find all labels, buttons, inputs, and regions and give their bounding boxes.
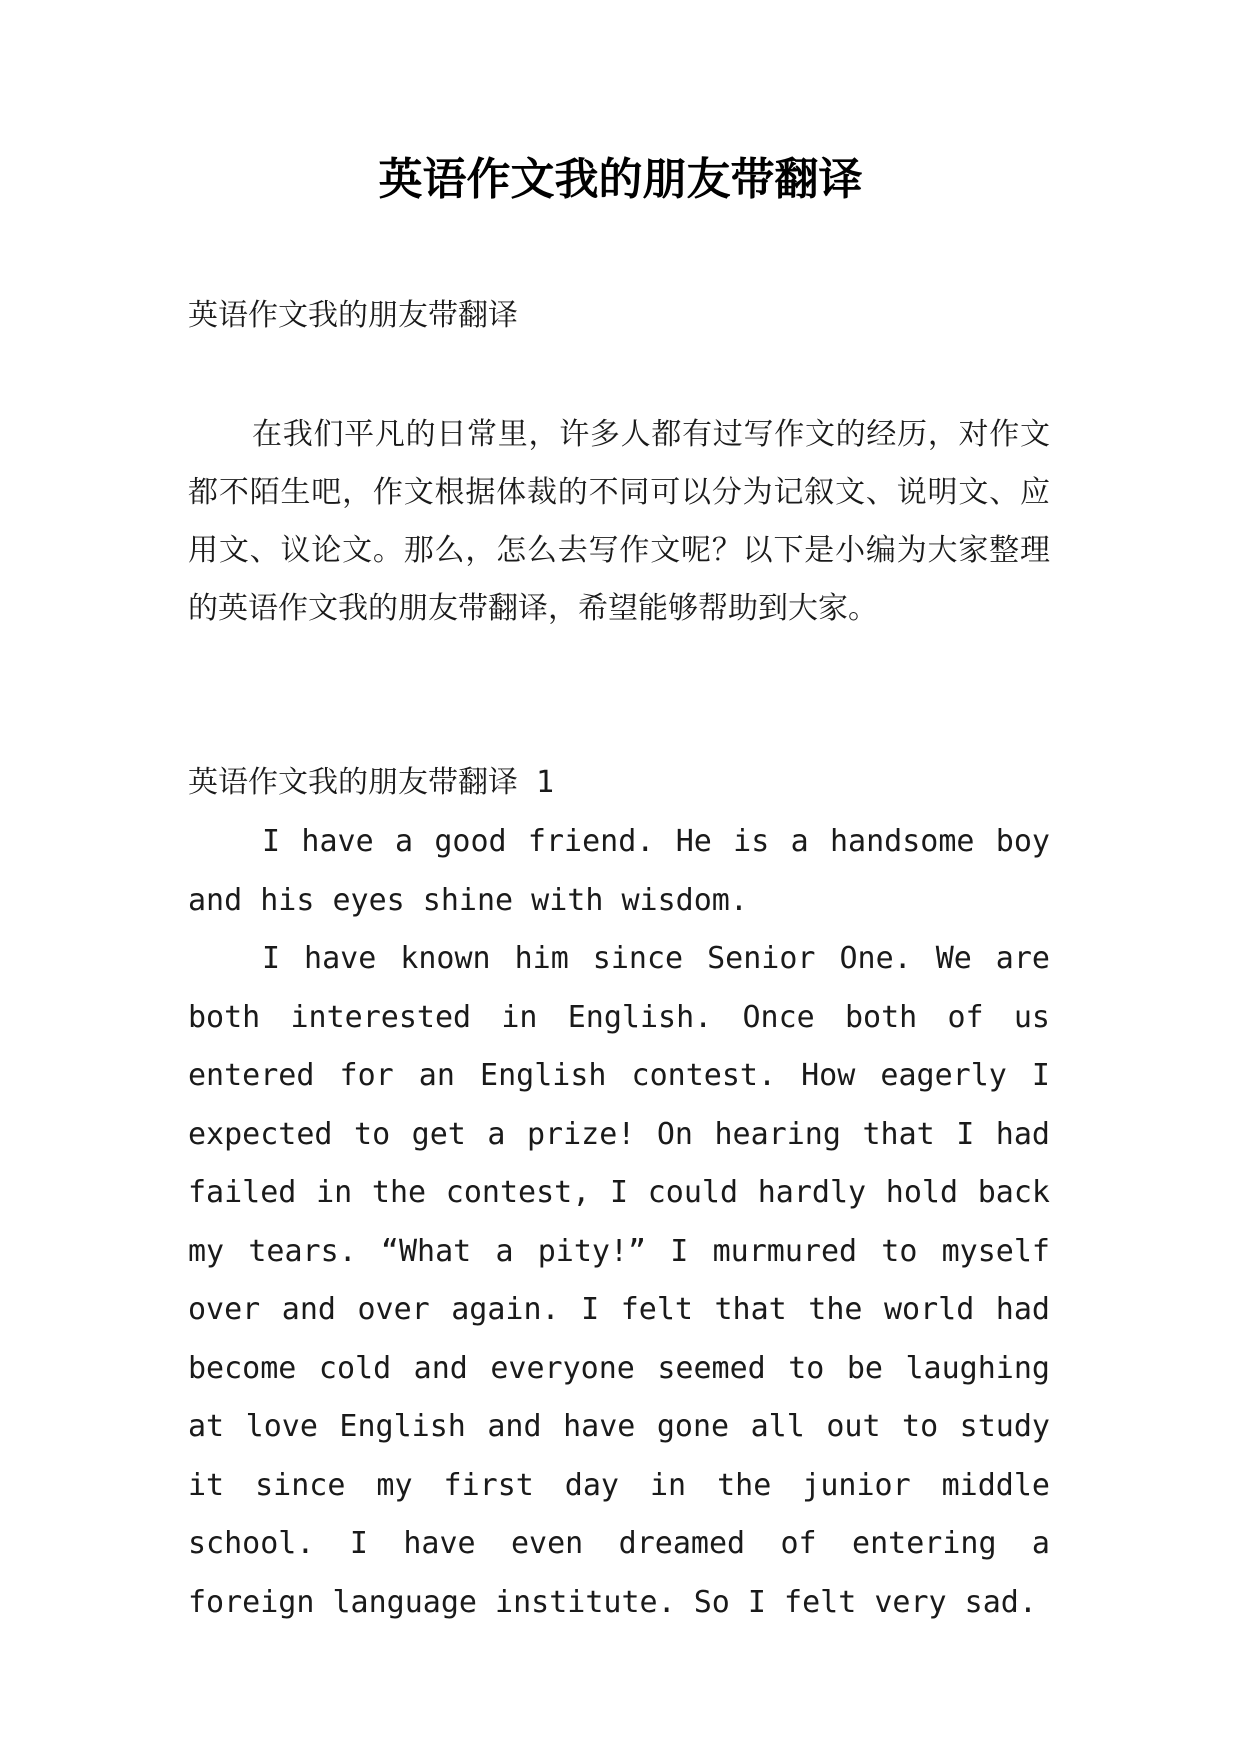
section-heading: 英语作文我的朋友带翻译 1 — [188, 765, 555, 800]
english-paragraph-2: I have known him since Senior One. We are both interested in English. Once both of us entered for an English contest. How eagerly I expected to get a prize! On hearing that I had failed in the contest, I could hardly hold back my tears. “What a pity!” I murmured to myself over and over again. I felt that the world had become cold and everyone seemed to be laughing at love English and have gone all out to study it since my first day in the junior middle school. I have even dreamed of entering a foreign language institute. So I felt very sad. — [188, 941, 1050, 1620]
document-subtitle: 英语作文我的朋友带翻译 — [188, 298, 518, 333]
intro-paragraph: 在我们平凡的日常里，许多人都有过写作文的经历，对作文都不陌生吧，作文根据体裁的不同可以分为记叙文、说明文、应用文、议论文。那么，怎么去写作文呢？以下是小编为大家整理的英语作文我的朋友带翻译，希望能够帮助到大家。 — [188, 417, 1050, 626]
document-title: 英语作文我的朋友带翻译 — [378, 154, 863, 205]
english-paragraph-1: I have a good friend. He is a handsome boy and his eyes shine with wisdom. — [188, 824, 1050, 918]
